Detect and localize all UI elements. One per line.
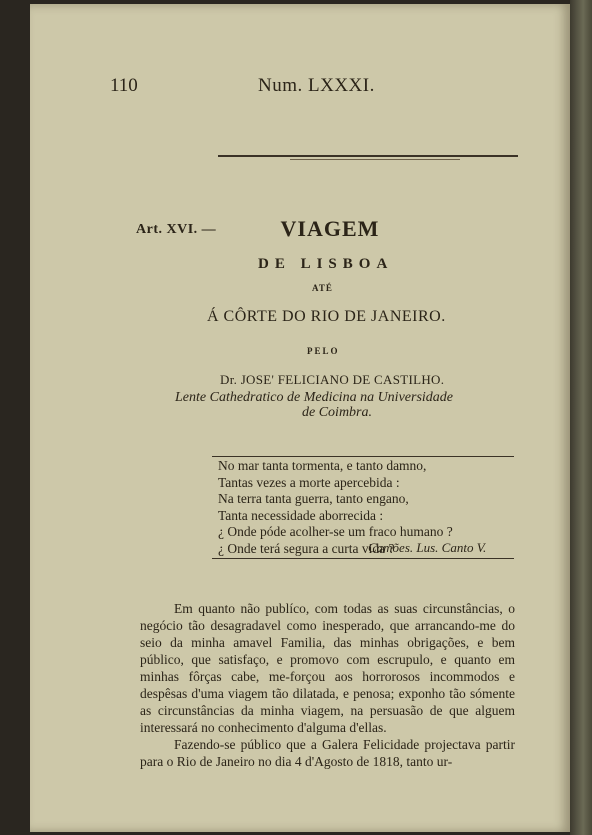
epigraph-line: No mar tanta tormenta, e tanto damno, bbox=[218, 458, 427, 473]
paragraph: Em quanto não publíco, com todas as suas circunstâncias, o negócio tão desagradavel como inesperado, que arrancando-me do seio da minha amavel Familia, das minhas obrigações, e bem público, que satisfaço, e promovo com escrupulo, e quanto em minhas fôrças cabe, me-forçou aos horrorosos incommodos e despêsas d'uma viagem tão dilatada, e penosa; exponho tão sómente as circunstâncias da minha viagem, na persuasão de que alguem interessará no conhecimento d'alguma d'ellas. bbox=[140, 601, 515, 735]
book-edge bbox=[570, 0, 592, 835]
title-line-2: DE LISBOA bbox=[258, 256, 394, 272]
author-name: Dr. JOSE' FELICIANO DE CASTILHO. bbox=[220, 372, 445, 387]
epigraph-line: Tantas vezes a morte apercebida : bbox=[218, 474, 400, 490]
article-title: VIAGEM bbox=[280, 216, 380, 241]
epigraph-rule-top bbox=[212, 456, 514, 457]
epigraph-rule-bottom bbox=[212, 558, 514, 559]
epigraph-line: ¿ Onde terá segura a curta vida ? bbox=[218, 540, 395, 556]
epigraph-line: ¿ Onde póde acolher-se um fraco humano ? bbox=[218, 524, 453, 539]
epigraph-line: Tanta necessidade aborrecida : bbox=[218, 507, 384, 523]
running-head: Num. LXXXI. bbox=[258, 75, 375, 96]
header-rule-ornament bbox=[290, 159, 460, 160]
page-header bbox=[110, 75, 505, 99]
author-role-line-2: de Coimbra. bbox=[302, 405, 372, 420]
title-line-4: Á CÔRTE DO RIO DE JANEIRO. bbox=[207, 308, 446, 325]
header-rule bbox=[218, 155, 518, 157]
paragraph: Fazendo-se público que a Galera Felicidade projectava partir para o Rio de Janeiro no dia 4 d'Agosto de 1818, tanto ur- bbox=[140, 737, 515, 769]
article-label: Art. XVI. — bbox=[136, 222, 217, 237]
author-role-line-1: Lente Cathedratico de Medicina na Universidade bbox=[175, 390, 453, 405]
epigraph-line: Na terra tanta guerra, tanto engano, bbox=[218, 491, 409, 506]
byline-by: PELO bbox=[307, 346, 340, 356]
page-number: 110 bbox=[110, 75, 138, 96]
body-text bbox=[140, 600, 515, 770]
epigraph-source: Camões. Lus. Canto V. bbox=[368, 540, 487, 555]
title-line-3: ATÉ bbox=[312, 283, 333, 293]
